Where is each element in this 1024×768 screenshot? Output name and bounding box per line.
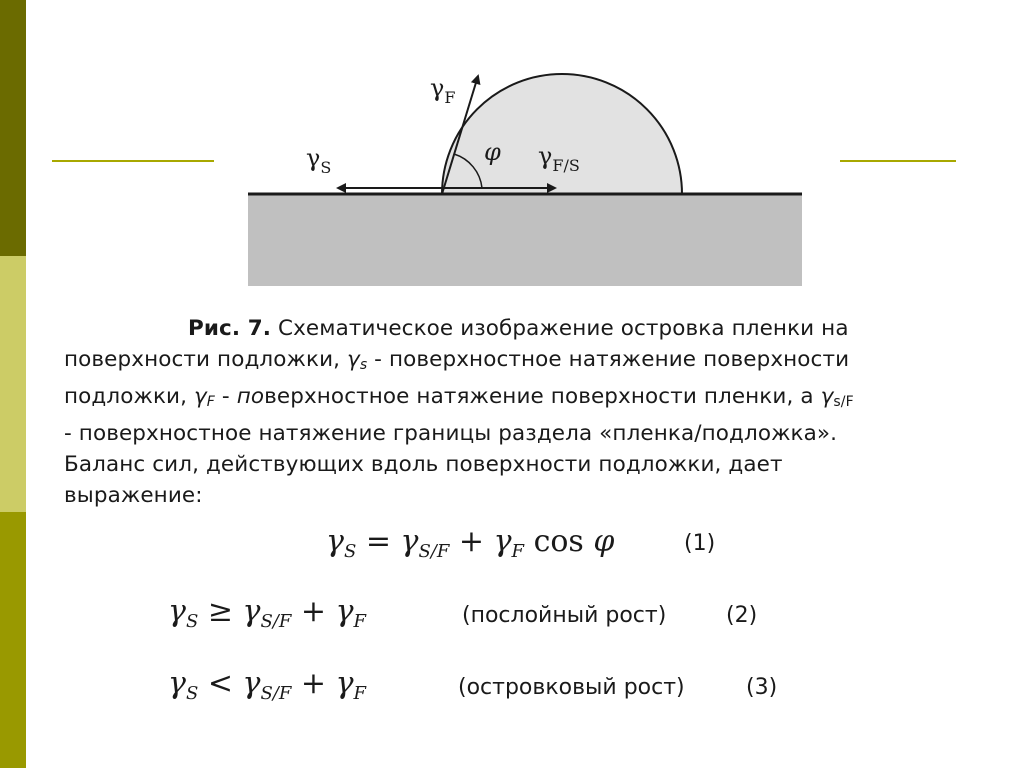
phi-label: φ xyxy=(484,138,501,166)
sidebar-band-dark xyxy=(0,0,26,256)
caption-line-2: поверхности подложки, $\gamma_s$ - поверхностное натяжение поверхности xyxy=(64,347,850,373)
substrate xyxy=(248,194,802,286)
gamma-fs-label: $\gamma_{F/S}$ xyxy=(538,142,580,175)
equation-1: $\gamma_S = \gamma_{S/F} + \gamma_F$ cos φ xyxy=(326,524,615,562)
gamma-f-label: $\gamma_F$ xyxy=(430,74,456,107)
sidebar-band-olive xyxy=(0,512,26,768)
caption-line-1: Рис. 7. Схематическое изображение островка пленки на xyxy=(188,316,849,341)
equation-2: $\gamma_S \ge \gamma_{S/F} + \gamma_F$ xyxy=(168,594,367,632)
caption-line-6: выражение: xyxy=(64,483,203,508)
caption-line-5: Баланс сил, действующих вдоль поверхности подложки, дает xyxy=(64,452,783,477)
decorative-rule-right xyxy=(840,160,956,162)
equation-3-note: (островковый рост) xyxy=(458,675,685,700)
equation-1-number: (1) xyxy=(684,531,716,556)
film-island-diagram xyxy=(230,60,820,300)
equation-2-note: (послойный рост) xyxy=(462,603,667,628)
gamma-s-label: $\gamma_S$ xyxy=(306,144,332,177)
decorative-rule-left xyxy=(52,160,214,162)
equation-2-number: (2) xyxy=(726,603,758,628)
caption-line-4: - поверхностное натяжение границы раздела «пленка/подложка». xyxy=(64,421,838,446)
figure-caption xyxy=(64,313,984,511)
equation-3: $\gamma_S < \gamma_{S/F} + \gamma_F$ xyxy=(168,666,367,704)
film-island xyxy=(442,74,682,194)
figure-label: Рис. 7. xyxy=(188,316,272,341)
caption-line-3: подложки, $\gamma_F$ - поверхностное натяжение поверхности пленки, а $\gamma_{s/F}$ xyxy=(64,384,854,410)
sidebar-band-light xyxy=(0,256,26,512)
equation-3-number: (3) xyxy=(746,675,778,700)
